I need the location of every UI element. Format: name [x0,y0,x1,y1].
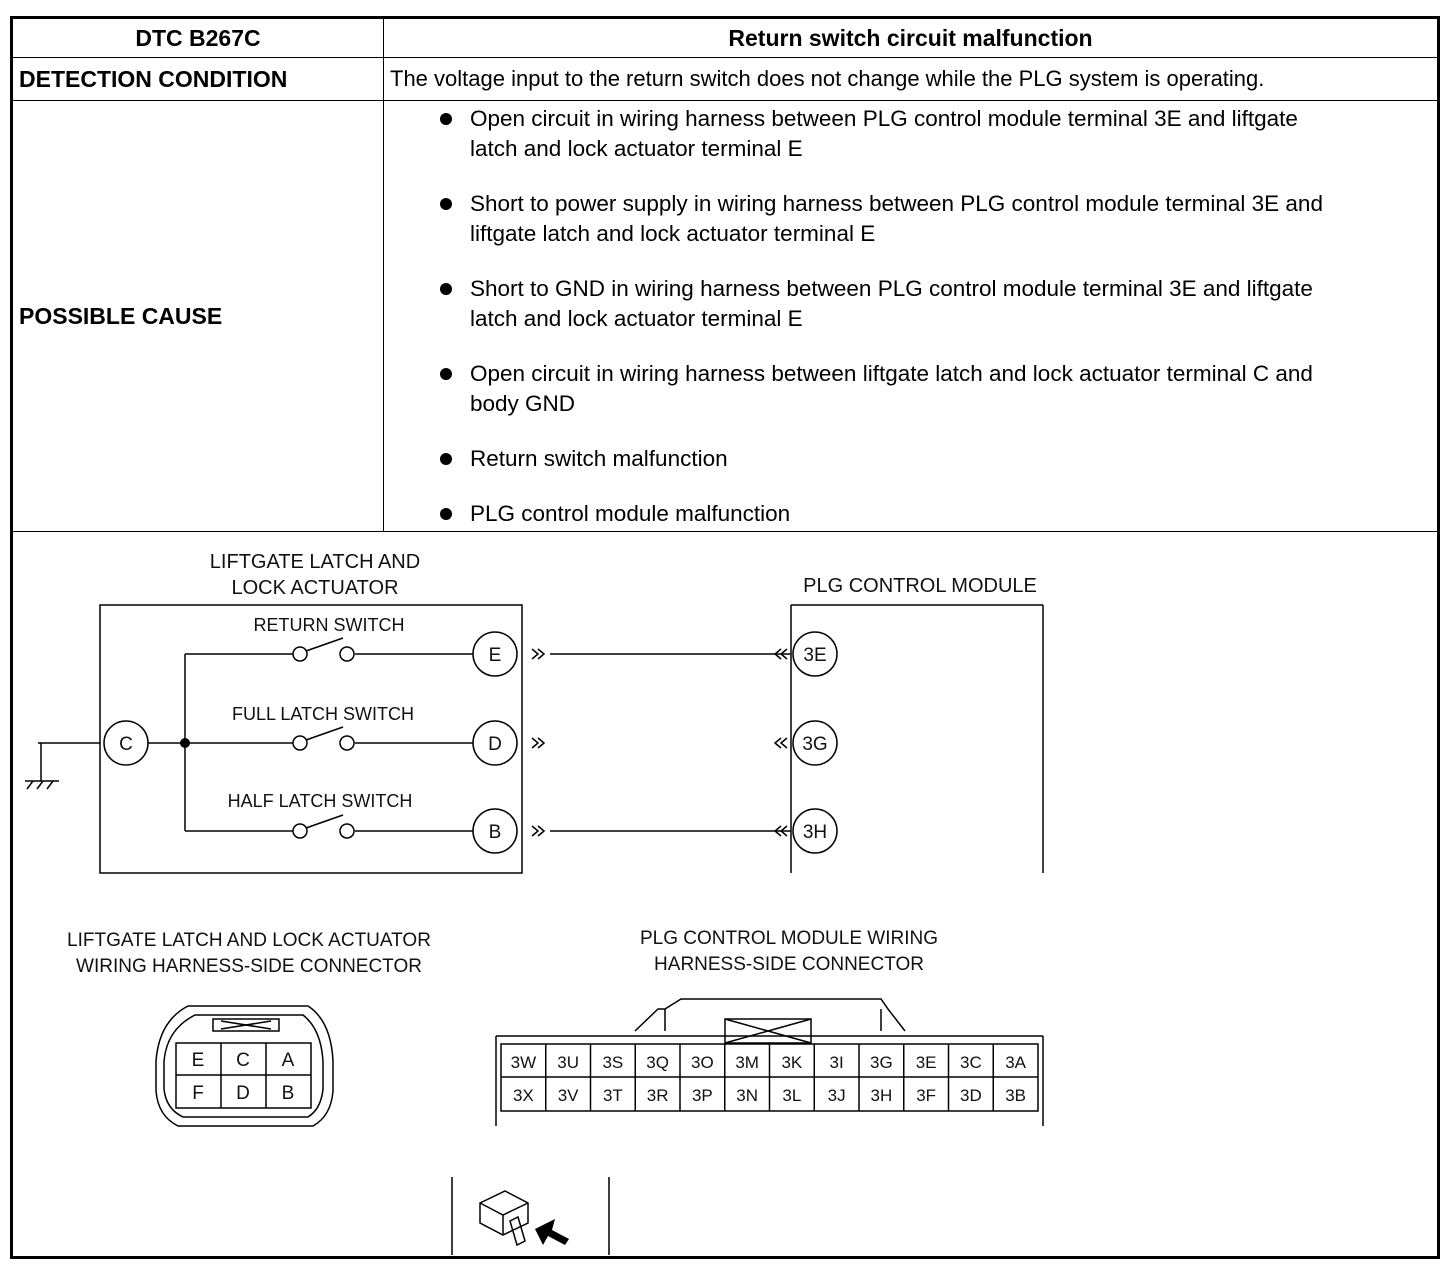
actuator-connector-title-2: WIRING HARNESS-SIDE CONNECTOR [76,956,422,977]
svg-text:D: D [488,734,502,755]
list-item: Return switch malfunction [430,444,1431,474]
connector-pin-label: 3I [829,1053,844,1072]
possible-cause-row [13,101,1437,532]
svg-text:A: A [281,1050,295,1071]
detection-text: The voltage input to the return switch does not change while the PLG system is operating. [384,58,1438,101]
connector-pin-label: 3J [827,1086,846,1105]
list-item: Open circuit in wiring harness between liftgate latch and lock actuator terminal C and body GND [430,359,1431,419]
list-item: Open circuit in wiring harness between PLG control module terminal 3E and liftgate latch and lock actuator terminal E [430,104,1431,164]
actuator-title-2: LOCK ACTUATOR [231,577,399,599]
connector-view-icon [452,1177,609,1255]
full-latch-switch-label: FULL LATCH SWITCH [231,704,415,724]
connector-pin-label: 3F [916,1086,937,1105]
connector-pin-label: 3W [510,1053,537,1072]
connector-pin-label: 3O [691,1053,714,1072]
connector-pin-label: 3K [781,1053,803,1072]
connector-pin-label: 3X [512,1086,534,1105]
connector-pin-label: 3S [602,1053,624,1072]
svg-text:3H: 3H [802,822,828,843]
svg-text:3E: 3E [803,645,827,666]
dtc-code: DTC B267C [13,19,384,58]
connector-pin-label: 3P [691,1086,713,1105]
half-latch-switch-label: HALF LATCH SWITCH [227,791,413,811]
return-switch-label: RETURN SWITCH [253,615,405,635]
connector-pin-label: 3B [1005,1086,1027,1105]
dtc-title: Return switch circuit malfunction [384,19,1438,58]
detection-row [13,58,1437,101]
dtc-table [13,19,1437,532]
connector-pin-label: 3L [782,1086,802,1105]
connector-pin-label: 3C [960,1053,982,1072]
svg-text:B: B [488,822,502,843]
connector-pin-label: 3N [736,1086,758,1105]
connector-pin-label: 3E [915,1053,937,1072]
possible-cause-label: POSSIBLE CAUSE [13,101,384,532]
wiring-diagram [13,541,1437,1259]
actuator-title-1: LIFTGATE LATCH AND [209,551,421,573]
header-row [13,19,1437,58]
svg-text:E: E [191,1050,205,1071]
module-title: PLG CONTROL MODULE [803,575,1037,597]
detection-label: DETECTION CONDITION [13,58,384,101]
svg-text:C: C [236,1050,250,1071]
possible-cause-cell [384,101,1438,532]
svg-text:F: F [192,1083,204,1104]
connector-pin-label: 3A [1005,1053,1027,1072]
connector-pin-label: 3T [602,1086,623,1105]
list-item: Short to GND in wiring harness between PLG control module terminal 3E and liftgate latch and lock actuator terminal E [430,274,1431,334]
connector-pin-label: 3V [557,1086,579,1105]
list-item: Short to power supply in wiring harness between PLG control module terminal 3E and liftgate latch and lock actuator terminal E [430,189,1431,249]
connector-pin-label: 3G [870,1053,893,1072]
svg-text:C: C [119,734,133,755]
connector-pin-label: 3H [870,1086,893,1105]
connector-pin-label: 3U [557,1053,579,1072]
module-connector-title-1: PLG CONTROL MODULE WIRING [639,928,939,949]
svg-text:B: B [281,1083,295,1104]
switch-contact [293,647,307,661]
connector-pin-label: 3D [960,1086,982,1105]
list-item: PLG control module malfunction [430,499,1431,529]
actuator-connector-title-1: LIFTGATE LATCH AND LOCK ACTUATOR [67,930,431,951]
dtc-sheet [10,16,1440,1259]
svg-text:E: E [488,645,502,666]
connector-pin-label: 3M [735,1053,759,1072]
cause-list [390,104,1431,529]
connector-pin-label: 3Q [646,1053,669,1072]
svg-text:3G: 3G [802,734,828,755]
module-connector-title-2: HARNESS-SIDE CONNECTOR [654,954,924,975]
connector-pin-label: 3R [646,1086,669,1105]
arrow-icon [535,1219,569,1245]
svg-text:D: D [236,1083,250,1104]
